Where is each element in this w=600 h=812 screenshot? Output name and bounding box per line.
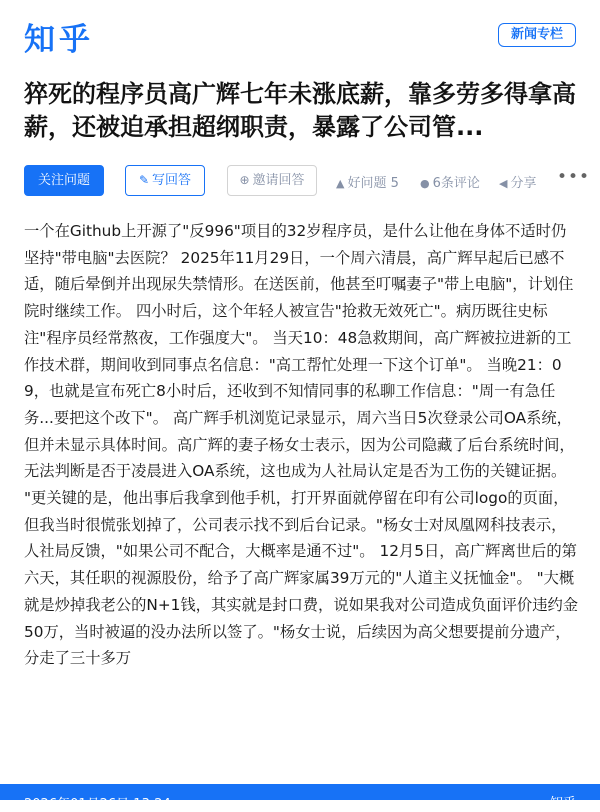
footer-brand: 知乎 [549, 796, 576, 811]
news-column-button[interactable]: 新闻专栏 [498, 23, 576, 47]
publish-date: 2026年01月26日 13:24 [24, 797, 171, 812]
follow-question-button[interactable]: 关注问题 [24, 165, 104, 196]
question-actions [24, 165, 591, 196]
share-label: 分享 [510, 176, 537, 191]
comments-label: 6条评论 [432, 176, 480, 191]
invite-answer-button[interactable] [227, 165, 317, 196]
comments-button[interactable] [420, 172, 480, 191]
pencil-icon: ✎ [138, 173, 150, 187]
write-answer-button[interactable] [125, 165, 205, 196]
answer-content: 一个在Github上开源了"反996"项目的32岁程序员，是什么让他在身体不适时仍坚持"带电脑"去医院？ 2025年11月29日，一个周六清晨，高广辉早起后已感不适，随后晕倒并出现尿失禁情形。在送医前，他甚至叮嘱妻子"带上电脑"，计划住院时继续工作。 四小时后，这个年轻人被宣告"抢救无效死亡"。病历既往史标注"程序员经常熬夜，工作强度大"。 当天10：48急救期间，高广辉被拉进新的工作技术群，期间收到同事点名信息："高工帮忙处理一下这个订单"。 当晚21：09，也就是宣布死亡8小时后，还收到不知情同事的私聊工作信息："周一有急任务...要把这个改下"。 高广辉手机浏览记录显示，周六当日5次登录公司OA系统，但并未显示具体时间。高广辉的妻子杨女士表示，因为公司隐藏了后台系统时间，无法判断是否于凌晨进入OA系统，这也成为人社局认定是否为工伤的关键证据。 "更关键的是，他出事后我拿到他手机，打开界面就停留在印有公司logo的页面，但我当时很慌张划掉了，公司表示找不到后台记录。"杨女士对凤凰网科技表示，人社局反馈，"如果公司不配合，大概率是通不过"。 12月5日，高广辉离世后的第六天，其任职的视源股份，给予了高广辉家属39万元的"人道主义抚恤金"。 "大概就是炒掉我老公的N+1钱，其实就是封口费，说如果我对公司造成负面评价违约金50万，当时被逼的没办法所以签了。"杨女士说，后续因为高父想要提前分遗产，分走了三十多万 [24, 222, 579, 668]
good-question-label: 好问题 5 [347, 176, 399, 191]
header [0, 0, 600, 66]
footer-bar [0, 784, 600, 812]
more-dots-icon[interactable]: ••• [557, 167, 591, 187]
thumb-up-icon: ▲ [336, 177, 345, 190]
share-arrow-icon: ◀ [499, 177, 508, 190]
comment-bubble-icon: ● [420, 177, 430, 190]
good-question-button[interactable] [336, 172, 399, 191]
write-answer-label: 写回答 [152, 173, 192, 188]
invite-answer-label: 邀请回答 [252, 173, 305, 188]
question-title[interactable]: 猝死的程序员高广辉七年未涨底薪，靠多劳多得拿高薪，还被迫承担超纲职责，暴露了公司管... [24, 80, 576, 141]
zhihu-logo[interactable]: 知乎 [24, 22, 94, 58]
user-plus-icon: ⊕ [239, 173, 250, 187]
share-button[interactable] [499, 172, 536, 191]
